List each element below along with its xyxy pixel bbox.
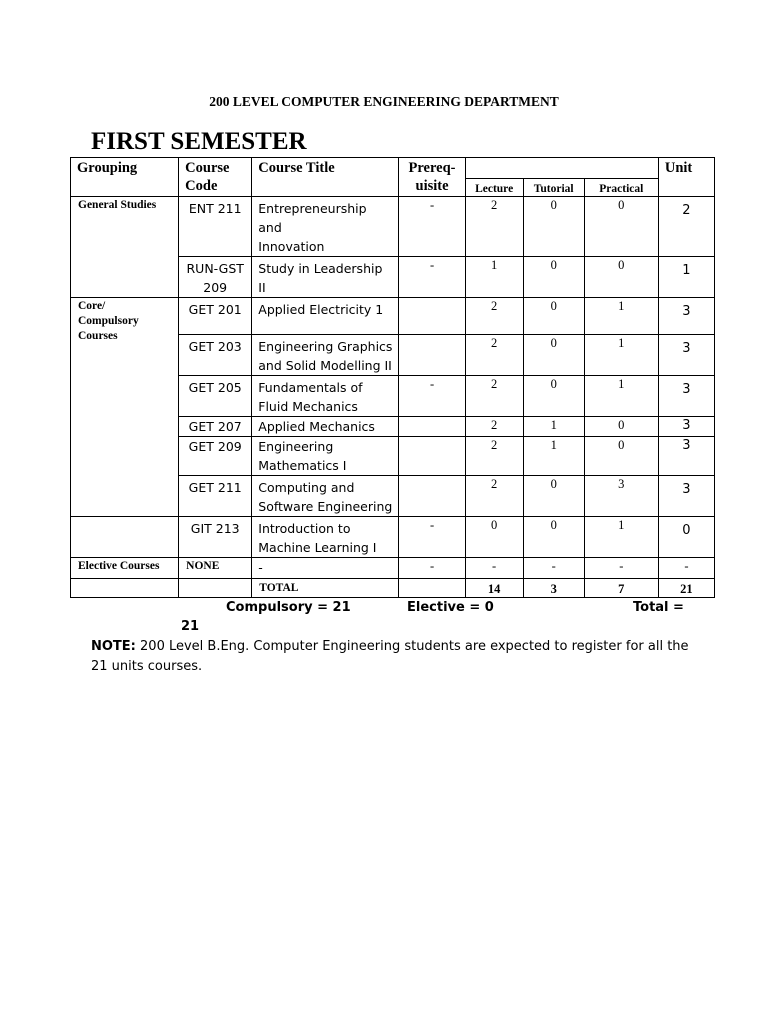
table-row (71, 197, 715, 257)
total-empty-code (179, 579, 252, 598)
prerequisite: - (399, 257, 465, 298)
note-text: 200 Level B.Eng. Computer Engineering students are expected to register for all the 21 units courses. (91, 639, 689, 674)
course-title: Engineering Mathematics I (252, 437, 399, 476)
total-row (71, 579, 715, 598)
tutorial-hours: - (523, 558, 584, 579)
lecture-hours: 2 (465, 298, 523, 335)
practical-hours: 1 (584, 376, 658, 417)
table-row (71, 517, 715, 558)
total-empty-grouping (71, 579, 179, 598)
unit-value: 3 (658, 417, 714, 437)
lecture-hours: 2 (465, 197, 523, 257)
prerequisite (399, 417, 465, 437)
semester-title: FIRST SEMESTER (91, 128, 307, 155)
summary-total-label: Total = (633, 600, 684, 615)
unit-value: 3 (658, 437, 714, 476)
course-code: ENT 211 (179, 197, 252, 257)
course-code: GET 211 (179, 476, 252, 517)
course-code: GET 203 (179, 335, 252, 376)
prerequisite: - (399, 517, 465, 558)
lecture-hours: 0 (465, 517, 523, 558)
practical-hours: 0 (584, 257, 658, 298)
table-row (71, 298, 715, 335)
practical-hours: 0 (584, 197, 658, 257)
lecture-hours: 2 (465, 417, 523, 437)
course-code: NONE (179, 558, 252, 579)
unit-value: 3 (658, 298, 714, 335)
unit-value: 3 (658, 476, 714, 517)
lecture-hours: 2 (465, 335, 523, 376)
header-hours-group (465, 158, 658, 179)
lecture-hours: 2 (465, 476, 523, 517)
group-empty (71, 517, 179, 558)
lecture-hours: 2 (465, 376, 523, 417)
unit-value: 3 (658, 335, 714, 376)
group-core-compulsory: Core/ Compulsory Courses (71, 298, 179, 517)
lecture-hours: - (465, 558, 523, 579)
summary-total-value: 21 (181, 619, 200, 634)
group-general-studies: General Studies (71, 197, 179, 298)
course-code: GET 207 (179, 417, 252, 437)
note-label: NOTE: (91, 639, 136, 654)
header-course-title: Course Title (252, 158, 399, 197)
course-code: GET 201 (179, 298, 252, 335)
note-paragraph (91, 637, 691, 677)
header-unit: Unit (658, 158, 714, 197)
group-elective-courses: Elective Courses (71, 558, 179, 579)
unit-value: 0 (658, 517, 714, 558)
course-title: Engineering Graphics and Solid Modelling II (252, 335, 399, 376)
header-practical: Practical (584, 179, 658, 197)
tutorial-hours: 0 (523, 298, 584, 335)
total-unit: 21 (658, 579, 714, 598)
total-empty-prereq (399, 579, 465, 598)
course-code: RUN-GST 209 (179, 257, 252, 298)
tutorial-hours: 0 (523, 197, 584, 257)
unit-value: 2 (658, 197, 714, 257)
lecture-hours: 2 (465, 437, 523, 476)
prerequisite (399, 298, 465, 335)
course-title: Applied Mechanics (252, 417, 399, 437)
course-title: Entrepreneurship and Innovation (252, 197, 399, 257)
tutorial-hours: 1 (523, 437, 584, 476)
header-grouping: Grouping (71, 158, 179, 197)
header-course-code: Course Code (179, 158, 252, 197)
prerequisite: - (399, 558, 465, 579)
total-label: TOTAL (252, 579, 399, 598)
summary-compulsory: Compulsory = 21 (226, 600, 351, 615)
course-title: - (252, 558, 399, 579)
tutorial-hours: 0 (523, 476, 584, 517)
course-title: Fundamentals of Fluid Mechanics (252, 376, 399, 417)
course-code: GET 205 (179, 376, 252, 417)
tutorial-hours: 0 (523, 335, 584, 376)
course-table (70, 157, 715, 598)
tutorial-hours: 0 (523, 376, 584, 417)
course-title: Applied Electricity 1 (252, 298, 399, 335)
tutorial-hours: 0 (523, 257, 584, 298)
unit-value: - (658, 558, 714, 579)
lecture-hours: 1 (465, 257, 523, 298)
header-lecture: Lecture (465, 179, 523, 197)
summary-elective: Elective = 0 (407, 600, 494, 615)
prerequisite: - (399, 197, 465, 257)
course-code: GIT 213 (179, 517, 252, 558)
table-row (71, 558, 715, 579)
prerequisite: - (399, 376, 465, 417)
unit-value: 3 (658, 376, 714, 417)
tutorial-hours: 1 (523, 417, 584, 437)
tutorial-hours: 0 (523, 517, 584, 558)
practical-hours: - (584, 558, 658, 579)
course-title: Introduction to Machine Learning I (252, 517, 399, 558)
practical-hours: 0 (584, 437, 658, 476)
practical-hours: 1 (584, 335, 658, 376)
course-title: Computing and Software Engineering (252, 476, 399, 517)
practical-hours: 3 (584, 476, 658, 517)
course-title: Study in Leadership II (252, 257, 399, 298)
total-tutorial: 3 (523, 579, 584, 598)
header-tutorial: Tutorial (523, 179, 584, 197)
course-code: GET 209 (179, 437, 252, 476)
prerequisite (399, 437, 465, 476)
practical-hours: 1 (584, 517, 658, 558)
practical-hours: 0 (584, 417, 658, 437)
total-practical: 7 (584, 579, 658, 598)
practical-hours: 1 (584, 298, 658, 335)
prerequisite (399, 476, 465, 517)
header-prerequisite: Prereq- uisite (399, 158, 465, 197)
unit-value: 1 (658, 257, 714, 298)
department-title: 200 LEVEL COMPUTER ENGINEERING DEPARTMENT (209, 94, 559, 109)
prerequisite (399, 335, 465, 376)
total-lecture: 14 (465, 579, 523, 598)
